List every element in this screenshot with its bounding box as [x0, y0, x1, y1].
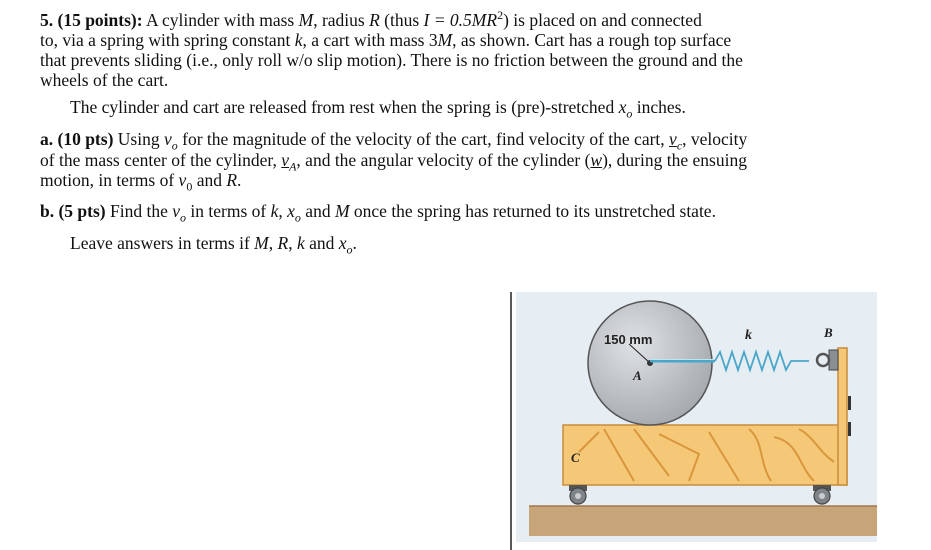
radius-label: 150 mm [604, 332, 653, 347]
ground [529, 506, 877, 536]
part-a-line-3: motion, in terms of $v_0$ and R. [40, 170, 242, 194]
point-A-label: A [633, 368, 642, 383]
cylinder-cart-figure [509, 292, 879, 550]
part-b: b. (5 pts) Find the $v_o$ in terms of k, $x_o$ and M once the spring has returned to its unstretched state. [40, 201, 716, 225]
upright-bracket-1 [848, 396, 851, 410]
problem-intro-line-3: that prevents sliding (i.e., only roll w/o slip motion). There is no friction between the ground and the [40, 50, 743, 70]
problem-heading: 5. (15 points): [40, 10, 143, 30]
wheel-right [813, 485, 831, 504]
problem-intro-line-4: wheels of the cart. [40, 70, 169, 90]
cart-body [563, 425, 847, 485]
part-a-line-2: of the mass center of the cylinder, $v_A$, and the angular velocity of the cylinder (w), during the ensuing [40, 150, 747, 174]
answer-instruction: Leave answers in terms if M, R, k and $x_o$. [70, 233, 357, 257]
point-C-label: C [571, 450, 580, 465]
attachment-block-B [829, 350, 838, 370]
upright-bracket-2 [848, 422, 851, 436]
part-a-line-1: a. (10 pts) Using $v_o$ for the magnitude of the velocity of the cart, find velocity of the cart, $v_c$, velocity [40, 129, 748, 153]
part-a-label: a. (10 pts) [40, 129, 114, 149]
wheel-left [569, 485, 587, 504]
spring-constant-label: k [745, 328, 752, 343]
cart-upright [838, 348, 847, 485]
problem-intro-line-2: to, via a spring with spring constant k, a cart with mass 3M, as shown. Cart has a rough top surface [40, 30, 732, 50]
point-B-label: B [824, 325, 833, 340]
release-condition: The cylinder and cart are released from rest when the spring is (pre)-stretched $x_o$ inches. [70, 97, 686, 121]
part-b-label: b. (5 pts) [40, 201, 106, 221]
problem-intro-line-1: 5. (15 points): A cylinder with mass M, radius R (thus $I = 0.5MR^2$) is placed on and connected [40, 8, 702, 30]
